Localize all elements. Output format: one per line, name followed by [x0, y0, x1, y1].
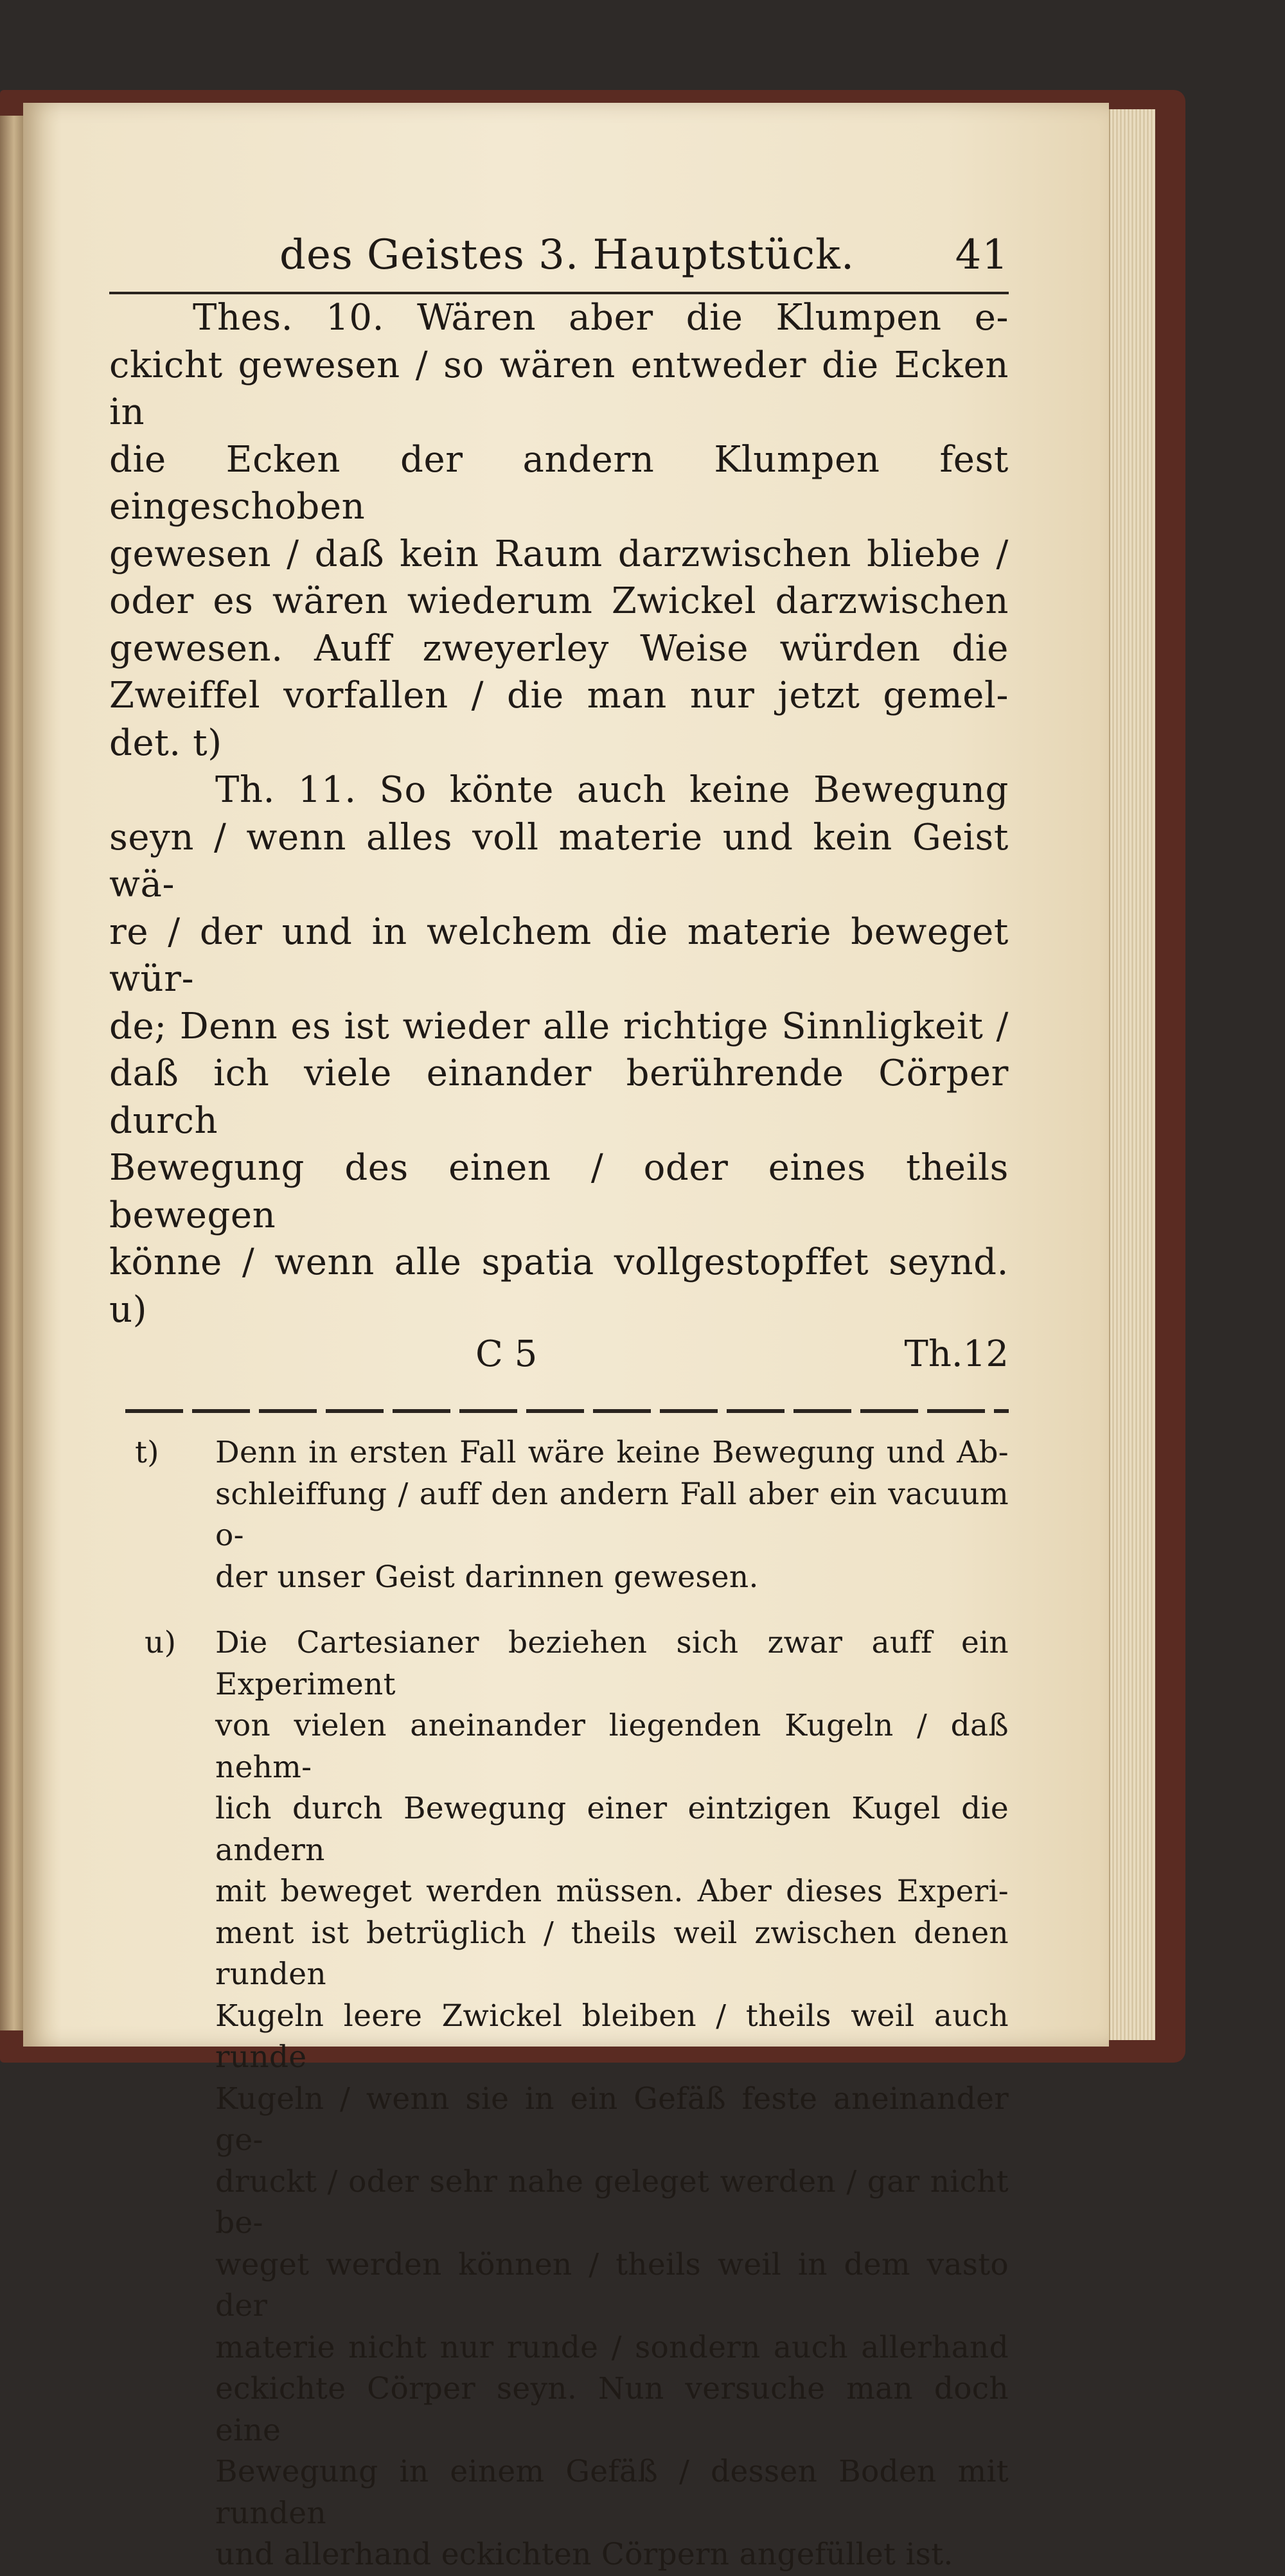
text-line: könne / wenn alle spatia vollgestopffet seynd. u) [109, 1241, 1009, 1331]
footnote-mark: t) [135, 1435, 159, 1470]
previous-page-edge [0, 116, 25, 2030]
footnote-line: weget werden können / theils weil in dem vasto der [215, 2246, 1009, 2323]
page-footer-line [109, 1333, 1009, 1378]
text-line: ckicht gewesen / so wären entweder die Ecken in [109, 344, 1009, 433]
footnote-line: materie nicht nur runde / sondern auch allerhand [215, 2329, 1009, 2365]
footnote-line: und allerhand eckichten Cörpern angefüllet ist. [215, 2537, 953, 2572]
footnote-line: lich durch Bewegung einer eintzigen Kugel die andern [215, 1791, 1009, 1868]
text-line: Bewegung des einen / oder eines theils bewegen [109, 1147, 1009, 1236]
footnote-line: druckt / oder sehr nahe geleget werden / gar nicht be- [215, 2163, 1009, 2241]
page-content [109, 231, 1009, 2576]
text-line: gewesen / daß kein Raum darzwischen bliebe / [109, 533, 1009, 575]
running-head: des Geistes 3. Hauptstück. [279, 231, 855, 279]
text-line: gewesen. Auff zweyerley Weise würden die [109, 627, 1009, 670]
footnote-u [109, 1622, 1009, 2576]
text-line: oder es wären wiederum Zwickel darzwischen [109, 580, 1009, 622]
footnote-line: Kugeln leere Zwickel bleiben / theils weil auch runde [215, 1998, 1009, 2075]
footnote-line: eckichte Cörper seyn. Nun versuche man doch eine [215, 2371, 1009, 2448]
footnote-line: ment ist betrüglich / theils weil zwischen denen runden [215, 1915, 1009, 1992]
text-line: de; Denn es ist wieder alle richtige Sinnligkeit / [109, 1005, 1009, 1047]
catchword: Th.12 [904, 1333, 1009, 1375]
text-line: seyn / wenn alles voll materie und kein Geist wä- [109, 816, 1009, 905]
footnote-mark: u) [145, 1625, 177, 1660]
page-header [109, 231, 1009, 284]
text-line: det. t) [109, 722, 222, 764]
footnote-t [109, 1432, 1009, 1598]
text-line: Thes. 10. Wären aber die Klumpen e- [193, 297, 1009, 339]
text-line: die Ecken der andern Klumpen fest eingeschoben [109, 438, 1009, 528]
footnote-line: Denn in ersten Fall wäre keine Bewegung und Ab- [215, 1435, 1009, 1470]
footnote-line: Die Cartesianer beziehen sich zwar auff ein Experiment [215, 1625, 1009, 1702]
footnote-line: von vielen aneinander liegenden Kugeln / daß nehm- [215, 1708, 1009, 1785]
text-line: daß ich viele einander berührende Cörper durch [109, 1053, 1009, 1142]
main-text [109, 294, 1009, 1333]
text-line: re / der und in welchem die materie beweget wür- [109, 910, 1009, 1000]
footnote-line: Bewegung in einem Gefäß / dessen Boden mit runden [215, 2454, 1009, 2531]
page-fore-edge [1109, 109, 1155, 2040]
footnote-line: mit beweget werden müssen. Aber dieses Experi- [215, 1874, 1009, 1909]
footnote-rule [125, 1409, 1009, 1413]
footnote-line: der unser Geist darinnen gewesen. [215, 1559, 759, 1595]
text-line: Th. 11. So könte auch keine Bewegung [215, 769, 1009, 811]
page-number: 41 [955, 231, 1009, 279]
footnote-line: Kugeln / wenn sie in ein Gefäß feste aneinander ge- [215, 2081, 1009, 2158]
signature-mark: C 5 [475, 1333, 538, 1375]
text-line: Zweiffel vorfallen / die man nur jetzt gemel- [109, 675, 1009, 716]
footnote-line: schleiffung / auff den andern Fall aber ein vacuum o- [215, 1476, 1009, 1553]
